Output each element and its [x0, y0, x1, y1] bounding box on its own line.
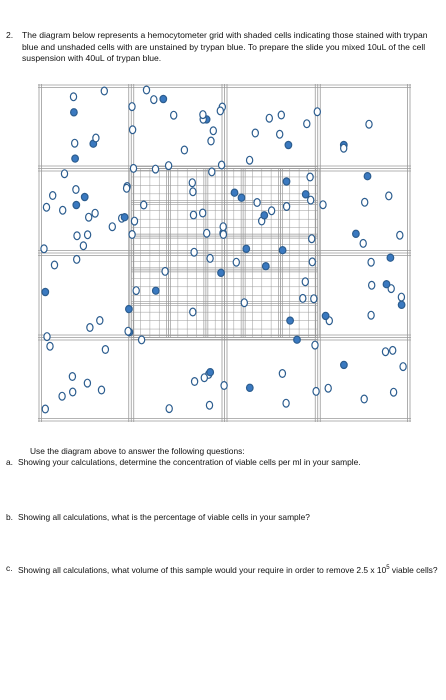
- unstained-cell: [247, 156, 253, 164]
- unstained-cell: [283, 399, 289, 407]
- hemocytometer-grid: [38, 84, 411, 422]
- unstained-cell: [307, 173, 313, 181]
- unstained-cell: [70, 93, 76, 101]
- subquestion-b-letter: b.: [6, 512, 13, 522]
- unstained-cell: [97, 317, 103, 325]
- unstained-cell: [266, 114, 272, 122]
- unstained-cell: [200, 111, 206, 119]
- unstained-cell: [73, 186, 79, 194]
- unstained-cell: [92, 209, 98, 217]
- unstained-cell: [74, 232, 80, 240]
- unstained-cell: [207, 255, 213, 263]
- stained-cell: [121, 214, 128, 221]
- unstained-cell: [143, 86, 149, 94]
- unstained-cell: [72, 139, 78, 147]
- unstained-cell: [74, 256, 80, 264]
- unstained-cell: [151, 96, 157, 104]
- stained-cell: [283, 178, 290, 185]
- unstained-cell: [130, 126, 136, 134]
- unstained-cell: [302, 278, 308, 286]
- unstained-cell: [61, 170, 67, 178]
- unstained-cell: [47, 342, 53, 350]
- stained-cell: [322, 312, 329, 319]
- stained-cell: [238, 194, 245, 201]
- unstained-cell: [311, 295, 317, 303]
- unstained-cell: [59, 392, 65, 400]
- stained-cell: [398, 301, 405, 308]
- unstained-cell: [166, 162, 172, 170]
- stained-cell: [153, 287, 160, 294]
- stained-cell: [279, 247, 286, 254]
- unstained-cell: [220, 231, 226, 239]
- unstained-cell: [325, 384, 331, 392]
- unstained-cell: [210, 127, 216, 135]
- subquestion-a-text: Showing your calculations, determine the concentration of viable cells per ml in your sample.: [18, 457, 361, 467]
- unstained-cell: [50, 192, 56, 200]
- unstained-cell: [219, 161, 225, 169]
- unstained-cell: [190, 188, 196, 196]
- unstained-cell: [300, 295, 306, 303]
- subquestion-a-letter: a.: [6, 457, 13, 467]
- unstained-cell: [312, 341, 318, 349]
- unstained-cell: [368, 311, 374, 319]
- unstained-cell: [41, 245, 47, 253]
- subquestion-c-text-after: viable cells?: [389, 564, 438, 575]
- unstained-cell: [360, 240, 366, 248]
- unstained-cell: [124, 184, 130, 192]
- subquestion-c-exponent: 5: [386, 565, 390, 571]
- unstained-cell: [366, 120, 372, 128]
- unstained-cell: [313, 388, 319, 396]
- unstained-cell: [152, 165, 158, 173]
- unstained-cell: [87, 324, 93, 332]
- unstained-cell: [277, 130, 283, 138]
- subquestion-c-text-before: Showing all calculations, what volume of this sample would your require in order to remove 2.5 x 10: [18, 564, 387, 575]
- unstained-cell: [278, 111, 284, 119]
- unstained-cell: [189, 179, 195, 187]
- unstained-cell: [361, 395, 367, 403]
- unstained-cell: [254, 199, 260, 207]
- stained-cell: [287, 317, 294, 324]
- unstained-cell: [309, 258, 315, 266]
- unstained-cell: [141, 201, 147, 209]
- stained-cell: [261, 212, 268, 219]
- unstained-cell: [129, 103, 135, 111]
- unstained-cell: [133, 287, 139, 295]
- stained-cell: [364, 173, 371, 180]
- instructions-text: Use the diagram above to answer the following questions:: [30, 446, 245, 456]
- stained-cell: [341, 361, 348, 368]
- stained-cell: [387, 254, 394, 261]
- unstained-cell: [390, 347, 396, 355]
- unstained-cell: [109, 223, 115, 231]
- unstained-cell: [192, 378, 198, 386]
- question-number: 2.: [6, 30, 14, 40]
- unstained-cell: [398, 293, 404, 301]
- unstained-cell: [101, 87, 107, 95]
- unstained-cell: [125, 327, 131, 335]
- unstained-cell: [221, 382, 227, 390]
- stained-cell: [285, 141, 292, 148]
- unstained-cell: [368, 258, 374, 266]
- unstained-cell: [139, 336, 145, 344]
- unstained-cell: [220, 223, 226, 231]
- stained-cell: [72, 155, 79, 162]
- unstained-cell: [309, 235, 315, 243]
- unstained-cell: [400, 363, 406, 371]
- unstained-cell: [208, 137, 214, 145]
- unstained-cell: [69, 373, 75, 381]
- unstained-cell: [209, 168, 215, 176]
- unstained-cell: [130, 165, 136, 173]
- stained-cell: [353, 230, 360, 237]
- stained-cell: [247, 384, 254, 391]
- unstained-cell: [171, 111, 177, 119]
- unstained-cell: [341, 144, 347, 152]
- stained-cell: [81, 193, 88, 200]
- unstained-cell: [80, 242, 86, 250]
- stained-cell: [42, 288, 49, 295]
- stained-cell: [383, 281, 390, 288]
- subquestion-c-letter: c.: [6, 563, 13, 573]
- unstained-cell: [362, 198, 368, 206]
- grid-svg: [38, 84, 411, 422]
- stained-cell: [73, 201, 80, 208]
- unstained-cell: [70, 388, 76, 396]
- unstained-cell: [320, 201, 326, 209]
- unstained-cell: [314, 108, 320, 116]
- stained-cell: [263, 263, 270, 270]
- unstained-cell: [42, 405, 48, 413]
- unstained-cell: [181, 146, 187, 154]
- unstained-cell: [129, 231, 135, 239]
- unstained-cell: [391, 388, 397, 396]
- unstained-cell: [43, 203, 49, 211]
- unstained-cell: [200, 209, 206, 217]
- subquestion-a: [6, 457, 438, 468]
- stained-cell: [218, 269, 225, 276]
- stained-cell: [160, 95, 167, 102]
- subquestion-c-text: [18, 563, 438, 576]
- stained-cell: [302, 191, 309, 198]
- unstained-cell: [85, 231, 91, 239]
- unstained-cell: [241, 299, 247, 307]
- unstained-cell: [131, 217, 137, 225]
- unstained-cell: [51, 261, 57, 269]
- unstained-cell: [233, 258, 239, 266]
- unstained-cell: [162, 268, 168, 276]
- unstained-cell: [190, 308, 196, 316]
- unstained-cell: [269, 207, 275, 215]
- subquestion-c: [6, 563, 438, 576]
- unstained-cell: [84, 379, 90, 387]
- stained-cell: [294, 336, 301, 343]
- unstained-cell: [386, 192, 392, 200]
- unstained-cell: [369, 281, 375, 289]
- stained-cell: [71, 109, 78, 116]
- unstained-cell: [93, 134, 99, 142]
- unstained-cell: [304, 120, 310, 128]
- subquestion-b-text: Showing all calculations, what is the percentage of viable cells in your sample?: [18, 512, 310, 522]
- unstained-cell: [166, 405, 172, 413]
- unstained-cell: [98, 386, 104, 394]
- question-text: The diagram below represents a hemocytometer grid with shaded cells indicating those stained with trypan blue and unshaded cells with are unstained by trypan blue. To prepare the slide you mixed 10uL of the cell suspension with 40uL of trypan blue.: [22, 30, 428, 64]
- unstained-cell: [382, 348, 388, 356]
- unstained-cell: [206, 401, 212, 409]
- question-header: [6, 30, 438, 65]
- unstained-cell: [191, 248, 197, 256]
- unstained-cell: [279, 370, 285, 378]
- stained-cell: [126, 306, 133, 313]
- unstained-cell: [102, 346, 108, 354]
- unstained-cell: [44, 333, 50, 341]
- unstained-cell: [284, 203, 290, 211]
- unstained-cell: [252, 129, 258, 137]
- unstained-cell: [86, 213, 92, 221]
- stained-cell: [231, 189, 238, 196]
- unstained-cell: [60, 206, 66, 214]
- stained-cell: [207, 369, 214, 376]
- unstained-cell: [204, 229, 210, 237]
- unstained-cell: [190, 211, 196, 219]
- stained-cell: [243, 245, 250, 252]
- unstained-cell: [201, 374, 207, 382]
- unstained-cell: [217, 107, 223, 115]
- unstained-cell: [397, 231, 403, 239]
- subquestion-b: [6, 512, 438, 523]
